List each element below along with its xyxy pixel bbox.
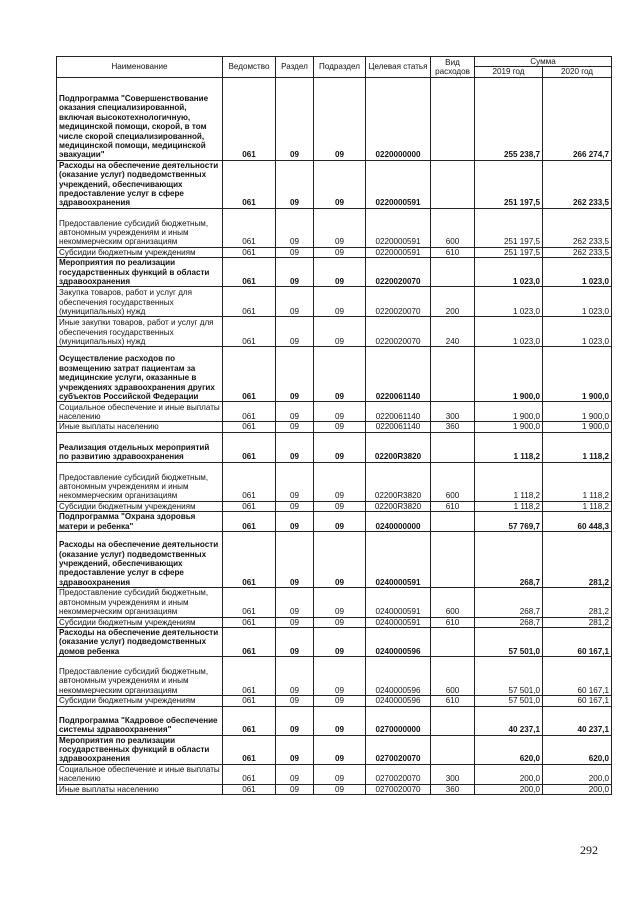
budget-table (56, 56, 612, 795)
row-exp-type: 610 (431, 247, 475, 257)
row-sum-2019: 1 118,2 (475, 432, 543, 462)
row-target: 0240000596 (366, 627, 431, 656)
row-name: Мероприятия по реализации государственных функций в области здравоохранения (57, 735, 223, 764)
row-sum-2020: 281,2 (543, 588, 612, 617)
budget-table-container (56, 56, 611, 795)
row-sum-2019: 57 501,0 (475, 657, 543, 696)
table-row (57, 347, 612, 402)
row-sum-2020: 60 167,1 (543, 627, 612, 656)
table-row (57, 247, 612, 257)
row-subsection: 09 (314, 432, 366, 462)
row-sum-2019: 1 023,0 (475, 317, 543, 347)
row-exp-type: 600 (431, 588, 475, 617)
row-dept: 061 (223, 532, 276, 588)
row-exp-type (431, 512, 475, 532)
row-sum-2020: 60 167,1 (543, 696, 612, 706)
row-exp-type: 300 (431, 764, 475, 784)
row-sum-2020: 60 167,1 (543, 657, 612, 696)
row-name: Закупка товаров, работ и услуг для обеспечения государственных (муниципальных) нужд (57, 287, 223, 317)
row-target: 0220061140 (366, 402, 431, 422)
row-section: 09 (276, 657, 314, 696)
row-subsection: 09 (314, 588, 366, 617)
row-name: Иные выплаты населению (57, 784, 223, 794)
table-row (57, 512, 612, 532)
table-row (57, 402, 612, 422)
row-name: Подпрограмма "Совершенствование оказания специализированной, включая высокотехнологичную, медицинской помощи, скорой, в том числе скорой специализированной, медицинской помощи, медицинской эвакуации" (57, 77, 223, 160)
row-target: 0240000596 (366, 696, 431, 706)
row-sum-2019: 268,7 (475, 617, 543, 627)
table-row (57, 764, 612, 784)
row-subsection: 09 (314, 512, 366, 532)
header-dept: Ведомство (223, 57, 276, 78)
table-row (57, 208, 612, 247)
row-sum-2020: 1 900,0 (543, 422, 612, 432)
row-subsection: 09 (314, 627, 366, 656)
row-dept: 061 (223, 432, 276, 462)
table-row (57, 657, 612, 696)
row-subsection: 09 (314, 208, 366, 247)
header-exp-type: Вид расходов (431, 57, 475, 78)
row-dept: 061 (223, 657, 276, 696)
row-target: 0240000591 (366, 532, 431, 588)
page-number: 292 (580, 843, 598, 857)
row-dept: 061 (223, 501, 276, 511)
row-target: 0270020070 (366, 764, 431, 784)
header-2019: 2019 год (475, 67, 543, 77)
row-name: Субсидии бюджетным учреждениям (57, 617, 223, 627)
row-sum-2020: 40 237,1 (543, 706, 612, 735)
row-sum-2020: 281,2 (543, 532, 612, 588)
table-header (57, 57, 612, 78)
row-sum-2019: 251 197,5 (475, 247, 543, 257)
row-sum-2019: 1 900,0 (475, 402, 543, 422)
row-dept: 061 (223, 347, 276, 402)
row-exp-type (431, 347, 475, 402)
row-subsection: 09 (314, 617, 366, 627)
row-dept: 061 (223, 706, 276, 735)
row-exp-type (431, 735, 475, 764)
row-sum-2019: 57 501,0 (475, 696, 543, 706)
row-subsection: 09 (314, 422, 366, 432)
row-exp-type: 600 (431, 462, 475, 501)
row-section: 09 (276, 432, 314, 462)
row-sum-2020: 1 023,0 (543, 287, 612, 317)
row-sum-2019: 1 023,0 (475, 287, 543, 317)
row-sum-2020: 1 118,2 (543, 432, 612, 462)
row-subsection: 09 (314, 317, 366, 347)
row-section: 09 (276, 208, 314, 247)
row-name: Расходы на обеспечение деятельности (оказание услуг) подведомственных учреждений, обеспечивающих предоставление услуг в сфере здравоохранения (57, 160, 223, 208)
header-subsection: Подраздел (314, 57, 366, 78)
row-target: 02200R3820 (366, 432, 431, 462)
table-row (57, 532, 612, 588)
row-dept: 061 (223, 77, 276, 160)
row-subsection: 09 (314, 247, 366, 257)
row-name: Предоставление субсидий бюджетным, автономным учреждениям и иным некоммерческим организациям (57, 208, 223, 247)
row-subsection: 09 (314, 696, 366, 706)
table-row (57, 784, 612, 794)
row-target: 0270000000 (366, 706, 431, 735)
row-subsection: 09 (314, 462, 366, 501)
header-2020: 2020 год (543, 67, 612, 77)
row-subsection: 09 (314, 77, 366, 160)
row-sum-2020: 1 118,2 (543, 501, 612, 511)
row-dept: 061 (223, 160, 276, 208)
row-sum-2020: 266 274,7 (543, 77, 612, 160)
row-subsection: 09 (314, 287, 366, 317)
row-sum-2019: 251 197,5 (475, 208, 543, 247)
row-section: 09 (276, 258, 314, 287)
row-target: 0220020070 (366, 258, 431, 287)
row-section: 09 (276, 706, 314, 735)
row-sum-2020: 1 118,2 (543, 462, 612, 501)
row-subsection: 09 (314, 735, 366, 764)
row-sum-2019: 200,0 (475, 764, 543, 784)
row-target: 0220020070 (366, 317, 431, 347)
row-name: Подпрограмма "Кадровое обеспечение системы здравоохранения" (57, 706, 223, 735)
row-exp-type: 600 (431, 657, 475, 696)
table-row (57, 422, 612, 432)
row-subsection: 09 (314, 402, 366, 422)
header-sum: Сумма (475, 57, 612, 67)
row-dept: 061 (223, 764, 276, 784)
row-subsection: 09 (314, 347, 366, 402)
row-sum-2019: 620,0 (475, 735, 543, 764)
table-row (57, 258, 612, 287)
row-target: 0220061140 (366, 422, 431, 432)
row-section: 09 (276, 247, 314, 257)
row-section: 09 (276, 764, 314, 784)
row-name: Осуществление расходов по возмещению затрат пациентам за медицинские услуги, оказанные в учреждениях здравоохранения других субъектов Российской Федерации (57, 347, 223, 402)
row-name: Мероприятия по реализации государственных функций в области здравоохранения (57, 258, 223, 287)
row-name: Иные закупки товаров, работ и услуг для обеспечения государственных (муниципальных) нужд (57, 317, 223, 347)
row-dept: 061 (223, 402, 276, 422)
row-subsection: 09 (314, 258, 366, 287)
row-exp-type (431, 258, 475, 287)
row-sum-2019: 1 900,0 (475, 422, 543, 432)
row-sum-2019: 57 769,7 (475, 512, 543, 532)
row-exp-type: 300 (431, 402, 475, 422)
row-name: Социальное обеспечение и иные выплаты населению (57, 764, 223, 784)
row-exp-type: 360 (431, 784, 475, 794)
row-sum-2019: 1 900,0 (475, 347, 543, 402)
row-target: 0240000591 (366, 617, 431, 627)
row-sum-2019: 255 238,7 (475, 77, 543, 160)
row-sum-2020: 60 448,3 (543, 512, 612, 532)
row-dept: 061 (223, 588, 276, 617)
table-row (57, 735, 612, 764)
row-section: 09 (276, 347, 314, 402)
row-sum-2019: 1 118,2 (475, 501, 543, 511)
row-sum-2020: 1 023,0 (543, 258, 612, 287)
row-target: 0220000000 (366, 77, 431, 160)
row-sum-2019: 1 118,2 (475, 462, 543, 501)
row-exp-type (431, 432, 475, 462)
table-row (57, 627, 612, 656)
row-name: Субсидии бюджетным учреждениям (57, 696, 223, 706)
row-section: 09 (276, 462, 314, 501)
row-name: Субсидии бюджетным учреждениям (57, 247, 223, 257)
row-name: Подпрограмма "Охрана здоровья матери и ребенка" (57, 512, 223, 532)
row-exp-type: 610 (431, 617, 475, 627)
row-dept: 061 (223, 512, 276, 532)
row-exp-type: 610 (431, 696, 475, 706)
row-name: Расходы на обеспечение деятельности (оказание услуг) подведомственных домов ребенка (57, 627, 223, 656)
row-name: Предоставление субсидий бюджетным, автономным учреждениям и иным некоммерческим организациям (57, 657, 223, 696)
row-target: 0220000591 (366, 247, 431, 257)
row-target: 0220000591 (366, 160, 431, 208)
row-section: 09 (276, 77, 314, 160)
row-section: 09 (276, 735, 314, 764)
table-row (57, 617, 612, 627)
row-target: 0240000000 (366, 512, 431, 532)
row-sum-2019: 200,0 (475, 784, 543, 794)
row-exp-type (431, 627, 475, 656)
row-dept: 061 (223, 258, 276, 287)
row-sum-2019: 251 197,5 (475, 160, 543, 208)
table-row (57, 706, 612, 735)
row-section: 09 (276, 422, 314, 432)
table-row (57, 462, 612, 501)
table-row (57, 77, 612, 160)
row-sum-2020: 200,0 (543, 784, 612, 794)
row-name: Социальное обеспечение и иные выплаты населению (57, 402, 223, 422)
row-sum-2020: 620,0 (543, 735, 612, 764)
row-section: 09 (276, 160, 314, 208)
row-subsection: 09 (314, 706, 366, 735)
row-dept: 061 (223, 627, 276, 656)
row-dept: 061 (223, 735, 276, 764)
row-target: 0270020070 (366, 784, 431, 794)
row-section: 09 (276, 402, 314, 422)
row-sum-2020: 262 233,5 (543, 160, 612, 208)
row-dept: 061 (223, 287, 276, 317)
header-section: Раздел (276, 57, 314, 78)
row-sum-2020: 262 233,5 (543, 247, 612, 257)
row-target: 0220000591 (366, 208, 431, 247)
table-body (57, 77, 612, 794)
row-dept: 061 (223, 462, 276, 501)
row-sum-2019: 40 237,1 (475, 706, 543, 735)
row-section: 09 (276, 317, 314, 347)
table-row (57, 287, 612, 317)
row-target: 0240000591 (366, 588, 431, 617)
row-sum-2020: 200,0 (543, 764, 612, 784)
row-exp-type: 240 (431, 317, 475, 347)
row-section: 09 (276, 588, 314, 617)
row-target: 0220061140 (366, 347, 431, 402)
row-section: 09 (276, 532, 314, 588)
row-section: 09 (276, 784, 314, 794)
row-exp-type: 600 (431, 208, 475, 247)
row-sum-2020: 1 900,0 (543, 347, 612, 402)
row-dept: 061 (223, 696, 276, 706)
row-dept: 061 (223, 784, 276, 794)
row-target: 02200R3820 (366, 501, 431, 511)
row-section: 09 (276, 512, 314, 532)
row-sum-2020: 262 233,5 (543, 208, 612, 247)
row-subsection: 09 (314, 501, 366, 511)
table-row (57, 588, 612, 617)
row-sum-2019: 268,7 (475, 532, 543, 588)
row-sum-2020: 281,2 (543, 617, 612, 627)
row-sum-2019: 57 501,0 (475, 627, 543, 656)
row-name: Реализация отдельных мероприятий по развитию здравоохранения (57, 432, 223, 462)
row-subsection: 09 (314, 784, 366, 794)
row-exp-type: 610 (431, 501, 475, 511)
table-row (57, 432, 612, 462)
row-exp-type (431, 532, 475, 588)
row-subsection: 09 (314, 532, 366, 588)
row-section: 09 (276, 287, 314, 317)
table-row (57, 696, 612, 706)
row-subsection: 09 (314, 657, 366, 696)
row-section: 09 (276, 696, 314, 706)
row-sum-2020: 1 023,0 (543, 317, 612, 347)
row-sum-2019: 1 023,0 (475, 258, 543, 287)
row-target: 0270020070 (366, 735, 431, 764)
row-exp-type (431, 160, 475, 208)
row-subsection: 09 (314, 764, 366, 784)
row-exp-type (431, 77, 475, 160)
row-name: Субсидии бюджетным учреждениям (57, 501, 223, 511)
table-row (57, 501, 612, 511)
row-section: 09 (276, 617, 314, 627)
row-exp-type (431, 706, 475, 735)
row-subsection: 09 (314, 160, 366, 208)
table-row (57, 160, 612, 208)
header-target: Целевая статья (366, 57, 431, 78)
row-dept: 061 (223, 422, 276, 432)
row-target: 0220020070 (366, 287, 431, 317)
row-name: Расходы на обеспечение деятельности (оказание услуг) подведомственных учреждений, обеспечивающих предоставление услуг в сфере здравоохранения (57, 532, 223, 588)
row-dept: 061 (223, 247, 276, 257)
row-target: 02200R3820 (366, 462, 431, 501)
row-section: 09 (276, 501, 314, 511)
row-target: 0240000596 (366, 657, 431, 696)
row-exp-type: 200 (431, 287, 475, 317)
row-dept: 061 (223, 617, 276, 627)
row-dept: 061 (223, 208, 276, 247)
row-sum-2020: 1 900,0 (543, 402, 612, 422)
row-dept: 061 (223, 317, 276, 347)
table-row (57, 317, 612, 347)
row-exp-type: 360 (431, 422, 475, 432)
row-name: Иные выплаты населению (57, 422, 223, 432)
row-section: 09 (276, 627, 314, 656)
row-name: Предоставление субсидий бюджетным, автономным учреждениям и иным некоммерческим организациям (57, 462, 223, 501)
header-name: Наименование (57, 57, 223, 78)
row-sum-2019: 268,7 (475, 588, 543, 617)
row-name: Предоставление субсидий бюджетным, автономным учреждениям и иным некоммерческим организациям (57, 588, 223, 617)
